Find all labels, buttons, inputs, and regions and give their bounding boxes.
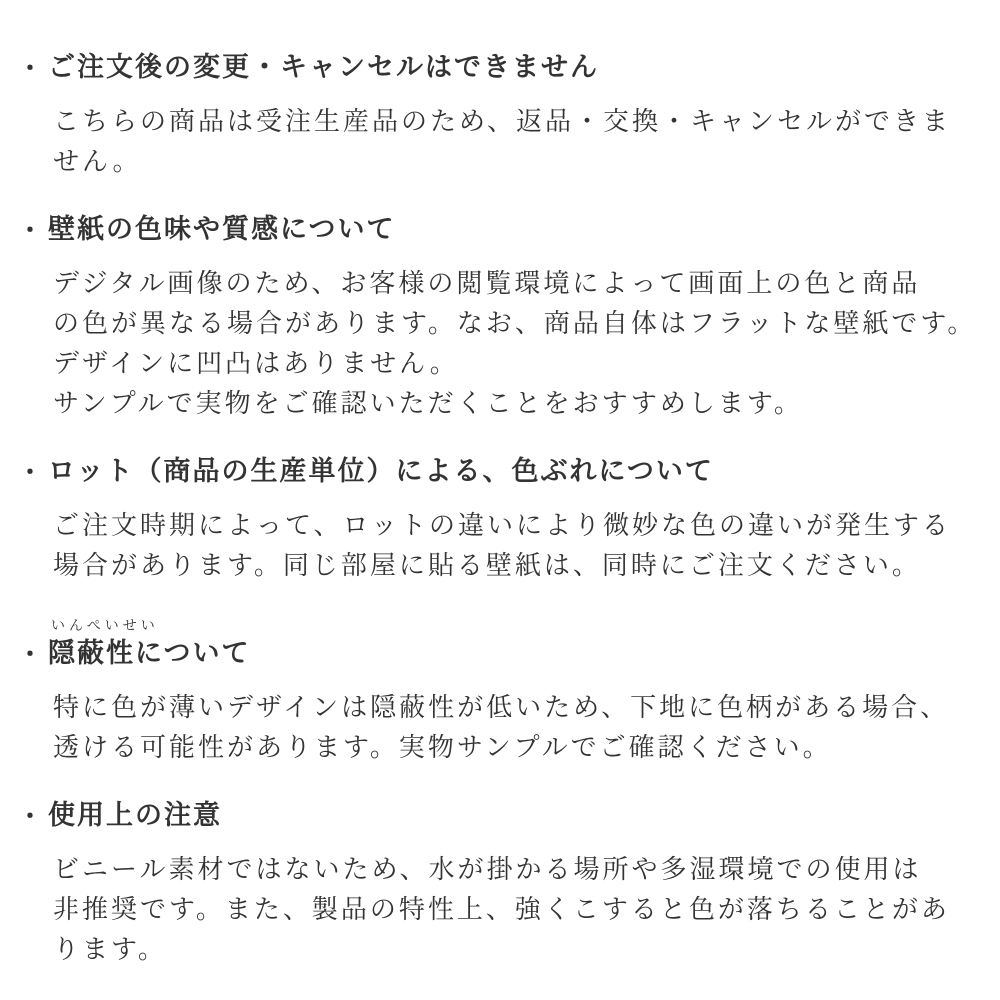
- section-heading: [18, 50, 985, 86]
- body-line: 場合があります。同じ部屋に貼る壁紙は、同時にご注文ください。: [53, 551, 921, 581]
- section-heading-text: ロット（商品の生産単位）による、色ぶれについて: [48, 456, 714, 487]
- section-heading: [18, 454, 985, 490]
- section-body: [53, 688, 985, 768]
- notice-section-opacity: [0, 616, 985, 768]
- section-heading-text: ご注文後の変更・キャンセルはできません: [48, 52, 599, 83]
- section-heading: [18, 636, 985, 672]
- section-body: [53, 506, 985, 586]
- section-body: [53, 264, 985, 424]
- furigana-text: いんぺいせい: [51, 618, 159, 634]
- section-heading-ruby-base: 隠蔽性: [48, 638, 135, 669]
- body-line: の色が異なる場合があります。なお、商品自体はフラットな壁紙です。: [53, 309, 977, 339]
- section-heading: [18, 212, 985, 248]
- bullet-icon: ・: [18, 640, 44, 668]
- body-line: 透ける可能性があります。実物サンプルでご確認ください。: [53, 733, 832, 763]
- notice-section-color-texture: [0, 212, 985, 424]
- bullet-icon: ・: [18, 458, 44, 486]
- section-heading-rest: について: [135, 638, 251, 669]
- notice-section-lot-variation: [0, 454, 985, 586]
- body-line: ります。: [53, 935, 167, 965]
- body-line: 非推奨です。また、製品の特性上、強くこすると色が落ちることがあ: [53, 895, 950, 925]
- body-line: デジタル画像のため、お客様の閲覧環境によって画面上の色と商品: [53, 269, 921, 299]
- section-heading-text: 壁紙の色味や質感について: [48, 214, 396, 245]
- notice-section-usage: [0, 798, 985, 970]
- bullet-icon: ・: [18, 802, 44, 830]
- body-line: ご注文時期によって、ロットの違いにより微妙な色の違いが発生する: [53, 511, 951, 541]
- notice-section-cancellation: [0, 50, 985, 182]
- body-line: サンプルで実物をご確認いただくことをおすすめします。: [53, 389, 803, 419]
- bullet-icon: ・: [18, 54, 44, 82]
- body-line: ビニール素材ではないため、水が掛かる場所や多湿環境での使用は: [53, 855, 922, 885]
- section-body: [53, 102, 985, 182]
- body-line: せん。: [53, 147, 142, 177]
- body-line: デザインに凹凸はありません。: [53, 349, 459, 379]
- section-heading: [18, 798, 985, 834]
- bullet-icon: ・: [18, 216, 44, 244]
- section-body: [53, 850, 985, 970]
- body-line: こちらの商品は受注生産品のため、返品・交換・キャンセルができま: [53, 107, 951, 137]
- section-heading-text: 使用上の注意: [48, 800, 222, 831]
- body-line: 特に色が薄いデザインは隠蔽性が低いため、下地に色柄がある場合、: [53, 693, 950, 723]
